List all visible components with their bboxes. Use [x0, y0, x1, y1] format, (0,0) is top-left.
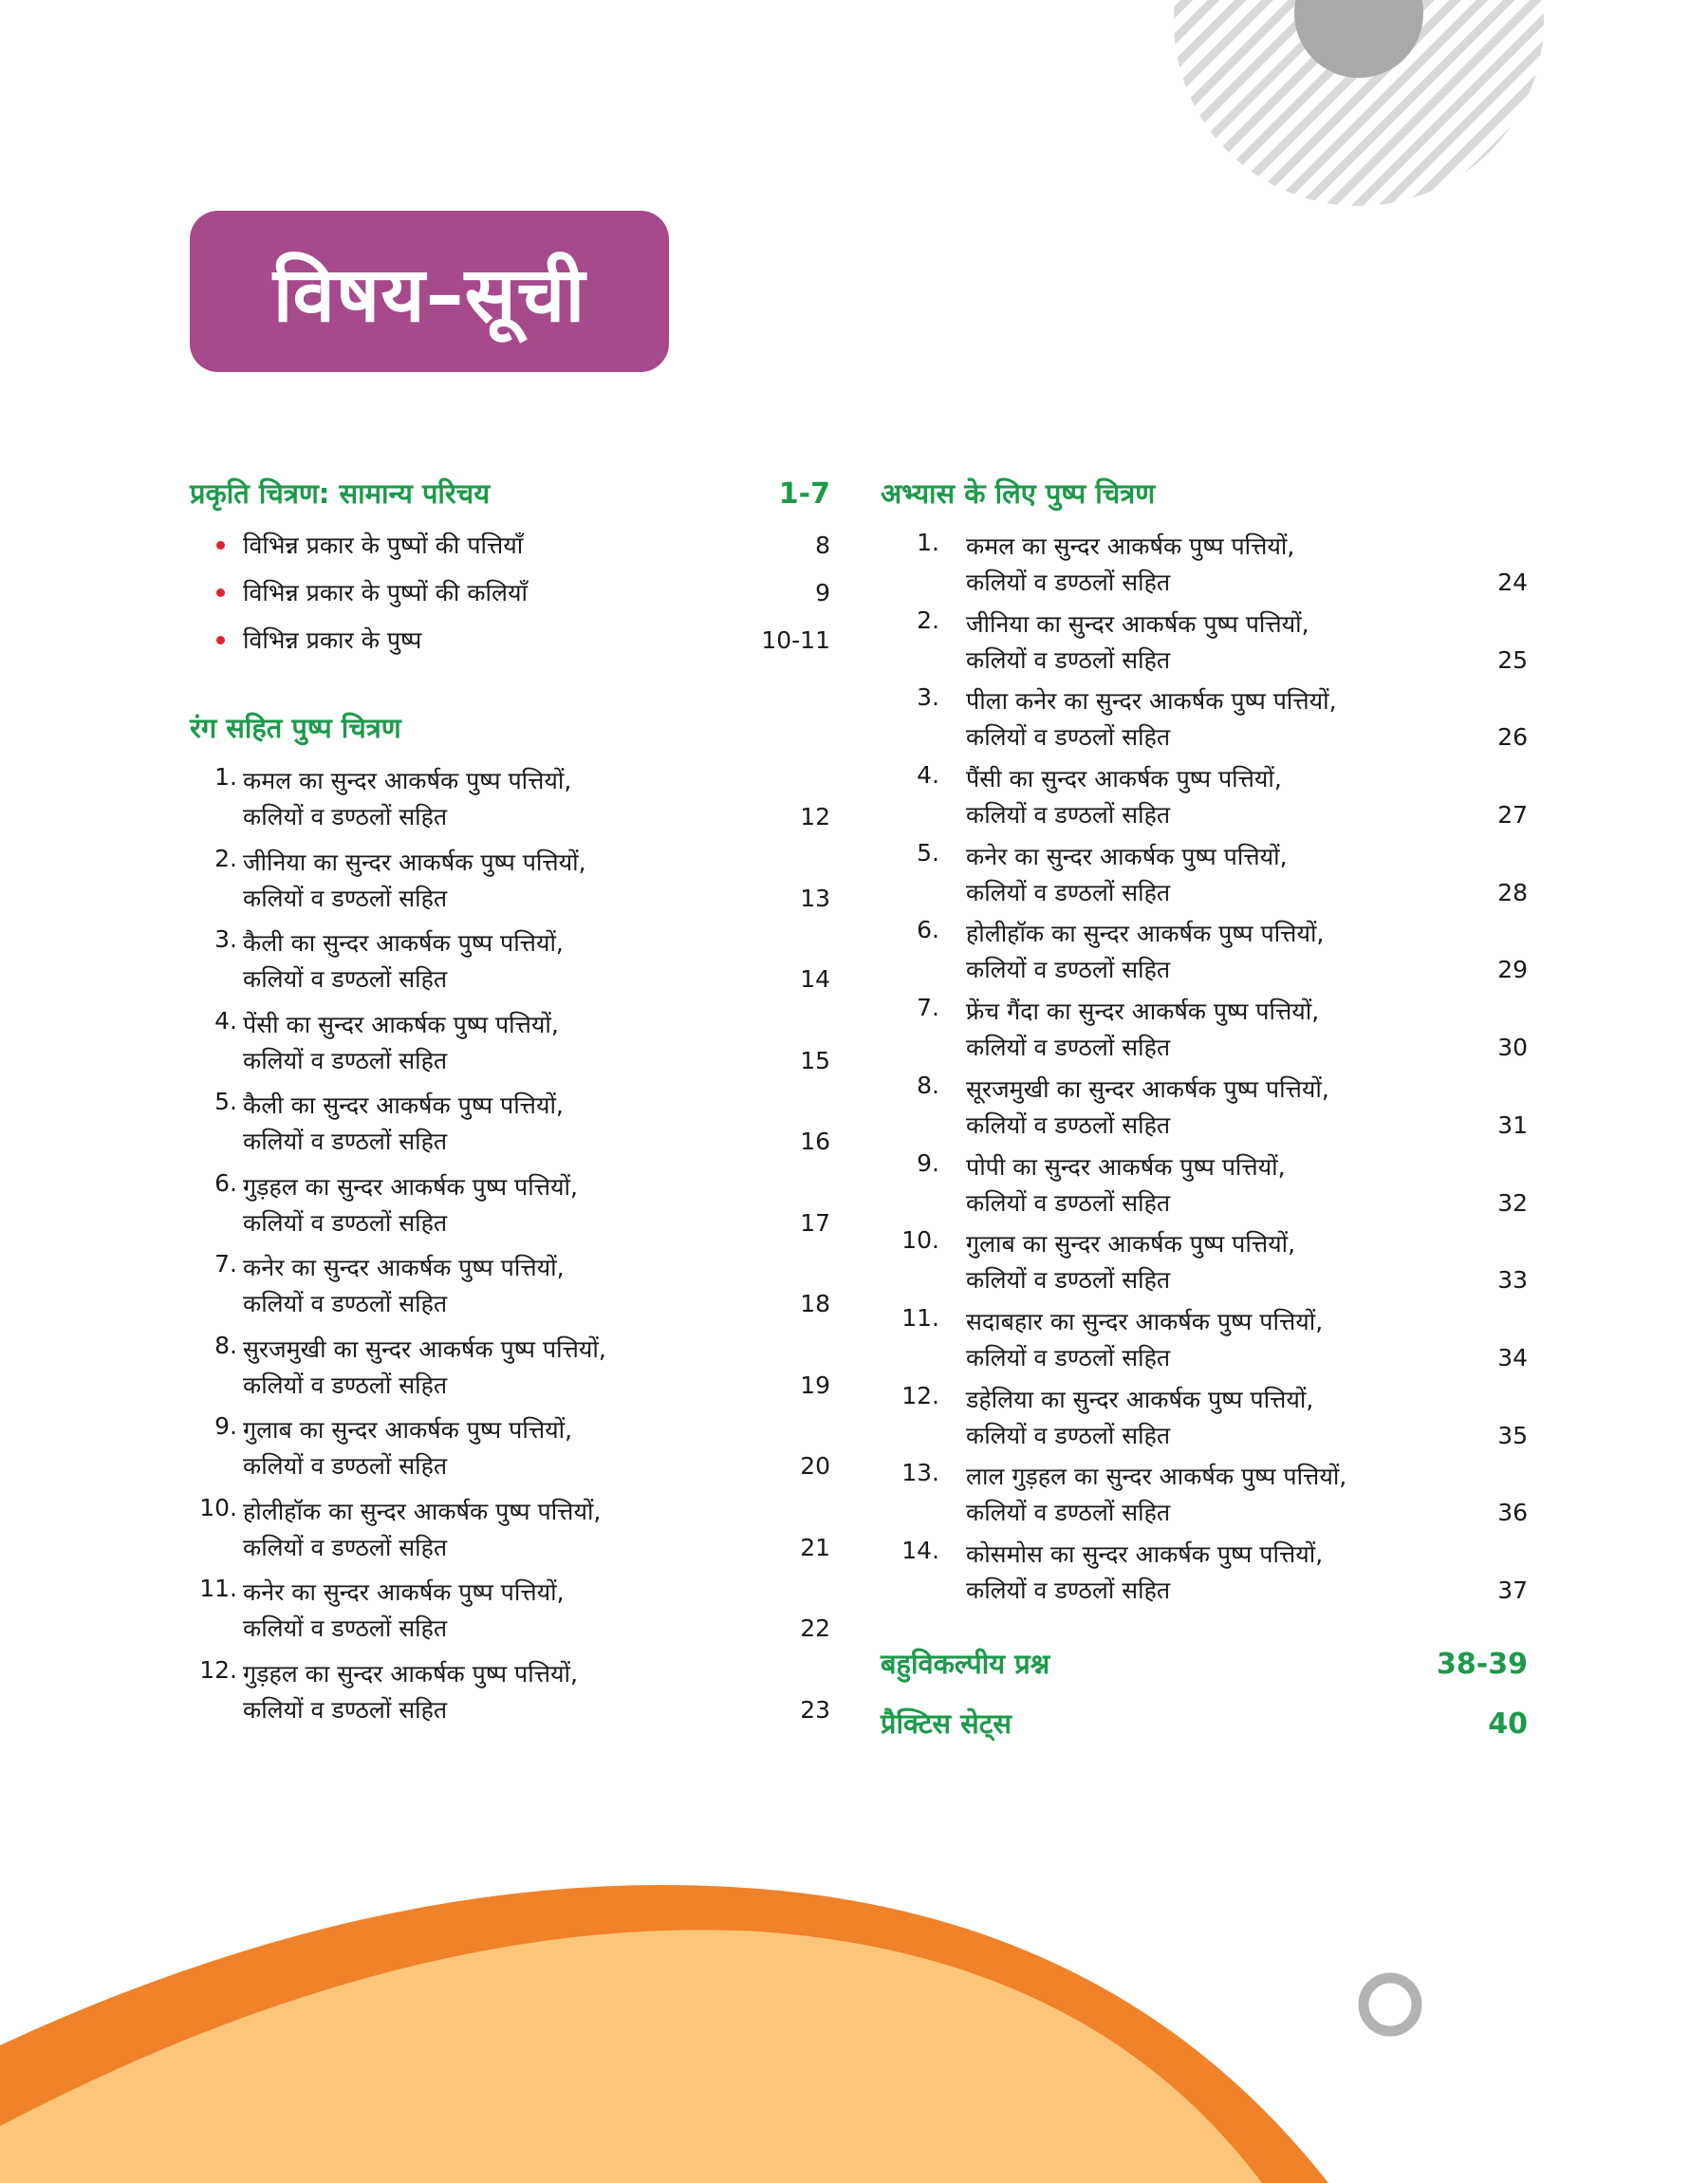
toc-entry-line1: सदाबहार का सुन्दर आकर्षक पुष्प पत्तियों,	[966, 1307, 1324, 1335]
toc-entry	[881, 1382, 1528, 1460]
toc-item	[190, 624, 830, 671]
toc-entry	[881, 1226, 1528, 1304]
toc-entry-number: 12.	[199, 1655, 237, 1684]
toc-entry-text	[966, 839, 1461, 911]
toc-entry-text	[966, 1226, 1461, 1298]
toc-entry-line1: गुड़हल का सुन्दर आकर्षक पुष्प पत्तियों,	[243, 1172, 578, 1201]
orange-wave-light	[0, 1930, 1262, 2183]
toc-entry-line2: कलियों व डण्ठलों सहित	[966, 801, 1171, 830]
toc-entry-line2: कलियों व डण्ठलों सहित	[243, 965, 448, 993]
toc-entry-line1: कैली का सुन्दर आकर्षक पुष्प पत्तियों,	[243, 1092, 564, 1119]
toc-entry-page: 31	[1497, 1110, 1528, 1139]
toc-entry-line2: कलियों व डण्ठलों सहित	[966, 569, 1171, 596]
toc-entry-line2: कलियों व डण्ठलों सहित	[243, 1208, 448, 1237]
toc-entry-number: 8.	[917, 1071, 939, 1099]
toc-entry-page: 28	[1497, 878, 1528, 906]
toc-entry-number: 8.	[214, 1331, 237, 1359]
toc-entry-number: 12.	[901, 1381, 939, 1409]
toc-item-label: विभिन्न प्रकार के पुष्पों की पत्तियाँ	[216, 529, 523, 561]
toc-entry-number: 9.	[917, 1148, 939, 1177]
toc-entry-line2: कलियों व डण्ठलों सहित	[966, 723, 1171, 752]
toc-entry-text	[966, 1304, 1461, 1376]
toc-entry-line2: कलियों व डण्ठलों सहित	[243, 1128, 448, 1155]
toc-entry-text	[966, 916, 1461, 988]
toc-entry-text	[966, 1537, 1461, 1609]
toc-entry-text	[966, 529, 1461, 601]
toc-entry-line1: डहेलिया का सुन्दर आकर्षक पुष्प पत्तियों,	[966, 1385, 1314, 1413]
toc-entry-list	[881, 529, 1528, 1614]
toc-entry-line1: जीनिया का सुन्दर आकर्षक पुष्प पत्तियों,	[243, 848, 586, 876]
toc-entry	[190, 1007, 830, 1089]
toc-entry-page: 21	[800, 1533, 830, 1561]
toc-entry	[881, 1149, 1528, 1227]
toc-entry-line2: कलियों व डण्ठलों सहित	[243, 1371, 448, 1399]
toc-entry-page: 25	[1497, 645, 1528, 674]
toc-entry-line2: कलियों व डण्ठलों सहित	[966, 1266, 1171, 1295]
toc-entry	[190, 1575, 830, 1656]
toc-entry-line1: गुलाब का सुन्दर आकर्षक पुष्प पत्तियों,	[966, 1230, 1296, 1259]
toc-entry	[190, 1412, 830, 1494]
toc-entry-text	[966, 606, 1461, 679]
toc-entry-line1: पोपी का सुन्दर आकर्षक पुष्प पत्तियों,	[966, 1152, 1286, 1181]
toc-entry-line1: पीला कनेर का सुन्दर आकर्षक पुष्प पत्तियों,	[966, 687, 1337, 716]
toc-entry-number: 4.	[917, 761, 939, 790]
toc-item	[190, 529, 830, 576]
toc-entry-page: 15	[800, 1046, 830, 1074]
toc-entry-page: 22	[800, 1614, 830, 1642]
section-title: प्रकृति चित्रण: सामान्य परिचय	[190, 477, 491, 510]
toc-entry-text	[243, 1250, 764, 1322]
toc-entry	[881, 1537, 1528, 1614]
toc-entry-line2: कलियों व डण्ठलों सहित	[966, 1421, 1171, 1449]
toc-entry-line2: कलियों व डण्ठलों सहित	[966, 1343, 1171, 1371]
toc-entry-page: 36	[1497, 1499, 1528, 1527]
toc-entry-page: 23	[800, 1695, 830, 1724]
toc-entry-line2: कलियों व डण्ठलों सहित	[966, 1188, 1171, 1217]
toc-entry-line1: सुरजमुखी का सुन्दर आकर्षक पुष्प पत्तियों,	[243, 1334, 606, 1363]
toc-entry-number: 5.	[214, 1088, 237, 1115]
toc-entry	[190, 845, 830, 926]
grey-circle-decoration	[1294, 0, 1423, 78]
toc-entry-page: 35	[1497, 1421, 1528, 1449]
toc-entry-line2: कलियों व डण्ठलों सहित	[243, 1614, 448, 1642]
section-nature-drawing	[190, 475, 830, 512]
toc-entry-number: 3.	[917, 683, 939, 712]
toc-entry-line1: होलीहॉक का सुन्दर आकर्षक पुष्प पत्तियों,	[243, 1497, 602, 1525]
toc-entry	[881, 916, 1528, 994]
toc-entry-line1: सूरजमुखी का सुन्दर आकर्षक पुष्प पत्तियों,	[966, 1074, 1329, 1103]
toc-entry-text	[243, 1332, 764, 1404]
toc-entry-page: 27	[1497, 801, 1528, 830]
toc-entry-line1: कनेर का सुन्दर आकर्षक पुष्प पत्तियों,	[243, 1578, 565, 1606]
toc-entry-page: 24	[1497, 569, 1528, 596]
toc-entry-text	[966, 1072, 1461, 1144]
section-color-flower-drawing	[190, 709, 830, 746]
toc-entry-text	[243, 1007, 764, 1079]
toc-entry-line2: कलियों व डण्ठलों सहित	[243, 803, 448, 830]
toc-entry-page: 13	[800, 884, 830, 912]
toc-right-column	[881, 475, 1528, 1764]
toc-entry-page: 12	[800, 803, 830, 830]
toc-entry-list	[190, 763, 830, 1737]
toc-entry	[190, 1332, 830, 1413]
toc-entry-number: 1.	[917, 529, 939, 556]
toc-entry-line2: कलियों व डण्ठलों सहित	[243, 1695, 448, 1724]
toc-entry-text	[243, 1494, 764, 1566]
toc-entry-line1: कनेर का सुन्दर आकर्षक पुष्प पत्तियों,	[966, 842, 1288, 870]
toc-item-page: 10-11	[761, 626, 830, 654]
toc-entry	[881, 1459, 1528, 1537]
toc-entry-line1: गुलाब का सुन्दर आकर्षक पुष्प पत्तियों,	[243, 1416, 573, 1444]
toc-entry-number: 11.	[901, 1303, 939, 1332]
toc-entry-text	[243, 1656, 764, 1728]
toc-entry-line1: होलीहॉक का सुन्दर आकर्षक पुष्प पत्तियों,	[966, 920, 1325, 948]
toc-entry-number: 13.	[901, 1459, 939, 1487]
toc-entry	[190, 1494, 830, 1576]
toc-entry-text	[243, 845, 764, 917]
section-mcq	[881, 1645, 1528, 1682]
page-title: विषय–सूची	[272, 250, 586, 339]
toc-entry	[190, 763, 830, 845]
toc-entry-text	[966, 1459, 1461, 1531]
toc-entry-page: 37	[1497, 1576, 1528, 1604]
toc-entry-number: 1.	[214, 763, 237, 791]
toc-entry-number: 4.	[214, 1006, 237, 1035]
striped-ring-decoration	[1174, 0, 1544, 206]
toc-entry-text	[243, 1088, 764, 1160]
toc-entry-page: 19	[800, 1371, 830, 1399]
toc-entry-line2: कलियों व डण्ठलों सहित	[243, 1046, 448, 1074]
toc-entry-line2: कलियों व डण्ठलों सहित	[243, 1533, 448, 1561]
toc-entry-line2: कलियों व डण्ठलों सहित	[966, 1576, 1171, 1604]
toc-entry-line1: पैंसी का सुन्दर आकर्षक पुष्प पत्तियों,	[966, 765, 1282, 793]
toc-entry-number: 11.	[199, 1575, 237, 1602]
toc-entry-page: 34	[1497, 1343, 1528, 1371]
toc-entry-page: 18	[800, 1290, 830, 1317]
toc-entry-number: 7.	[214, 1250, 237, 1278]
toc-entry-line1: लाल गुड़हल का सुन्दर आकर्षक पुष्प पत्तियों,	[966, 1463, 1347, 1491]
toc-entry-page: 29	[1497, 956, 1528, 984]
toc-entry	[190, 1656, 830, 1738]
toc-item-label: विभिन्न प्रकार के पुष्प	[216, 624, 421, 656]
toc-item-label: विभिन्न प्रकार के पुष्पों की कलियाँ	[216, 576, 528, 608]
toc-entry	[881, 1304, 1528, 1382]
toc-entry-number: 10.	[901, 1226, 939, 1255]
toc-entry-number: 2.	[214, 844, 237, 872]
extra-sections	[881, 1645, 1528, 1742]
toc-entry-text	[966, 683, 1461, 756]
toc-entry-line1: फ्रेंच गैंदा का सुन्दर आकर्षक पुष्प पत्तियों,	[966, 998, 1320, 1026]
toc-entry-number: 2.	[917, 606, 939, 634]
toc-entry	[881, 839, 1528, 917]
toc-entry-line2: कलियों व डण्ठलों सहित	[243, 884, 448, 912]
toc-entry-line2: कलियों व डण्ठलों सहित	[966, 956, 1171, 984]
toc-entry-page: 16	[800, 1128, 830, 1155]
toc-entry-number: 9.	[214, 1412, 237, 1440]
section-title: अभ्यास के लिए पुष्प चित्रण	[881, 477, 1156, 510]
toc-item	[190, 576, 830, 624]
section-page: 40	[1488, 1707, 1528, 1741]
toc-entry-line1: कमल का सुन्दर आकर्षक पुष्प पत्तियों,	[243, 767, 572, 794]
toc-entry-number: 6.	[214, 1168, 237, 1197]
toc-entry-line2: कलियों व डण्ठलों सहित	[966, 878, 1171, 906]
toc-entry-line2: कलियों व डण्ठलों सहित	[966, 1110, 1171, 1139]
toc-left-column	[190, 475, 830, 1737]
toc-entry-line2: कलियों व डण्ठलों सहित	[966, 1499, 1171, 1527]
toc-entry	[881, 994, 1528, 1072]
section-title: बहुविकल्पीय प्रश्न	[881, 1647, 1050, 1680]
toc-entry-page: 20	[800, 1452, 830, 1480]
toc-entry	[881, 1072, 1528, 1149]
toc-entry-text	[243, 1169, 764, 1241]
toc-entry-page: 26	[1497, 723, 1528, 752]
toc-entry-number: 10.	[199, 1493, 237, 1521]
section-title: रंग सहित पुष्प चित्रण	[190, 712, 401, 744]
toc-entry-number: 7.	[917, 994, 939, 1022]
toc-entry-page: 32	[1497, 1188, 1528, 1217]
toc-entry	[881, 529, 1528, 606]
toc-entry-number: 6.	[917, 916, 939, 944]
toc-entry	[881, 606, 1528, 684]
section-page: 1-7	[778, 477, 830, 511]
toc-entry-line2: कलियों व डण्ठलों सहित	[243, 1452, 448, 1480]
toc-entry-line1: जीनिया का सुन्दर आकर्षक पुष्प पत्तियों,	[966, 609, 1309, 638]
toc-entry	[881, 683, 1528, 761]
section-practice-sets	[881, 1705, 1528, 1742]
toc-entry-number: 3.	[214, 925, 237, 953]
toc-entry-line2: कलियों व डण्ठलों सहित	[966, 645, 1171, 674]
toc-entry-line2: कलियों व डण्ठलों सहित	[243, 1290, 448, 1317]
toc-entry-text	[243, 925, 764, 998]
toc-entry	[190, 925, 830, 1007]
section-title: प्रैक्टिस सेट्स	[881, 1707, 1012, 1740]
toc-entry-line1: गुड़हल का सुन्दर आकर्षक पुष्प पत्तियों,	[243, 1659, 578, 1688]
section-practice-flower-drawing	[881, 475, 1528, 512]
toc-entry-text	[966, 994, 1461, 1066]
toc-entry-line1: कमल का सुन्दर आकर्षक पुष्प पत्तियों,	[966, 532, 1295, 560]
toc-entry-number: 5.	[917, 838, 939, 867]
toc-entry-page: 33	[1497, 1266, 1528, 1295]
toc-entry-line1: पेंसी का सुन्दर आकर्षक पुष्प पत्तियों,	[243, 1010, 559, 1038]
toc-entry-line1: कनेर का सुन्दर आकर्षक पुष्प पत्तियों,	[243, 1254, 565, 1281]
toc-item-page: 9	[815, 579, 830, 606]
toc-entry-text	[243, 1575, 764, 1647]
toc-entry	[190, 1088, 830, 1169]
small-ring-decoration	[1364, 1978, 1417, 2031]
toc-entry-text	[966, 1382, 1461, 1454]
toc-entry-number: 14.	[901, 1536, 939, 1564]
title-banner	[190, 211, 669, 372]
toc-entry-text	[243, 1412, 764, 1484]
toc-entry-text	[966, 761, 1461, 833]
toc-entry-line1: कैली का सुन्दर आकर्षक पुष्प पत्तियों,	[243, 929, 564, 957]
toc-entry	[190, 1169, 830, 1251]
toc-entry	[190, 1250, 830, 1332]
section-page: 38-39	[1437, 1647, 1528, 1681]
toc-entry-page: 14	[800, 965, 830, 993]
orange-wave-dark	[0, 1885, 1328, 2183]
toc-item-page: 8	[815, 532, 830, 559]
toc-entry-text	[243, 763, 764, 835]
toc-entry-line1: कोसमोस का सुन्दर आकर्षक पुष्प पत्तियों,	[966, 1539, 1324, 1568]
toc-entry-line2: कलियों व डण्ठलों सहित	[966, 1034, 1171, 1062]
toc-entry-page: 17	[800, 1208, 830, 1237]
toc-entry	[881, 761, 1528, 839]
toc-entry-page: 30	[1497, 1034, 1528, 1062]
toc-entry-text	[966, 1149, 1461, 1222]
